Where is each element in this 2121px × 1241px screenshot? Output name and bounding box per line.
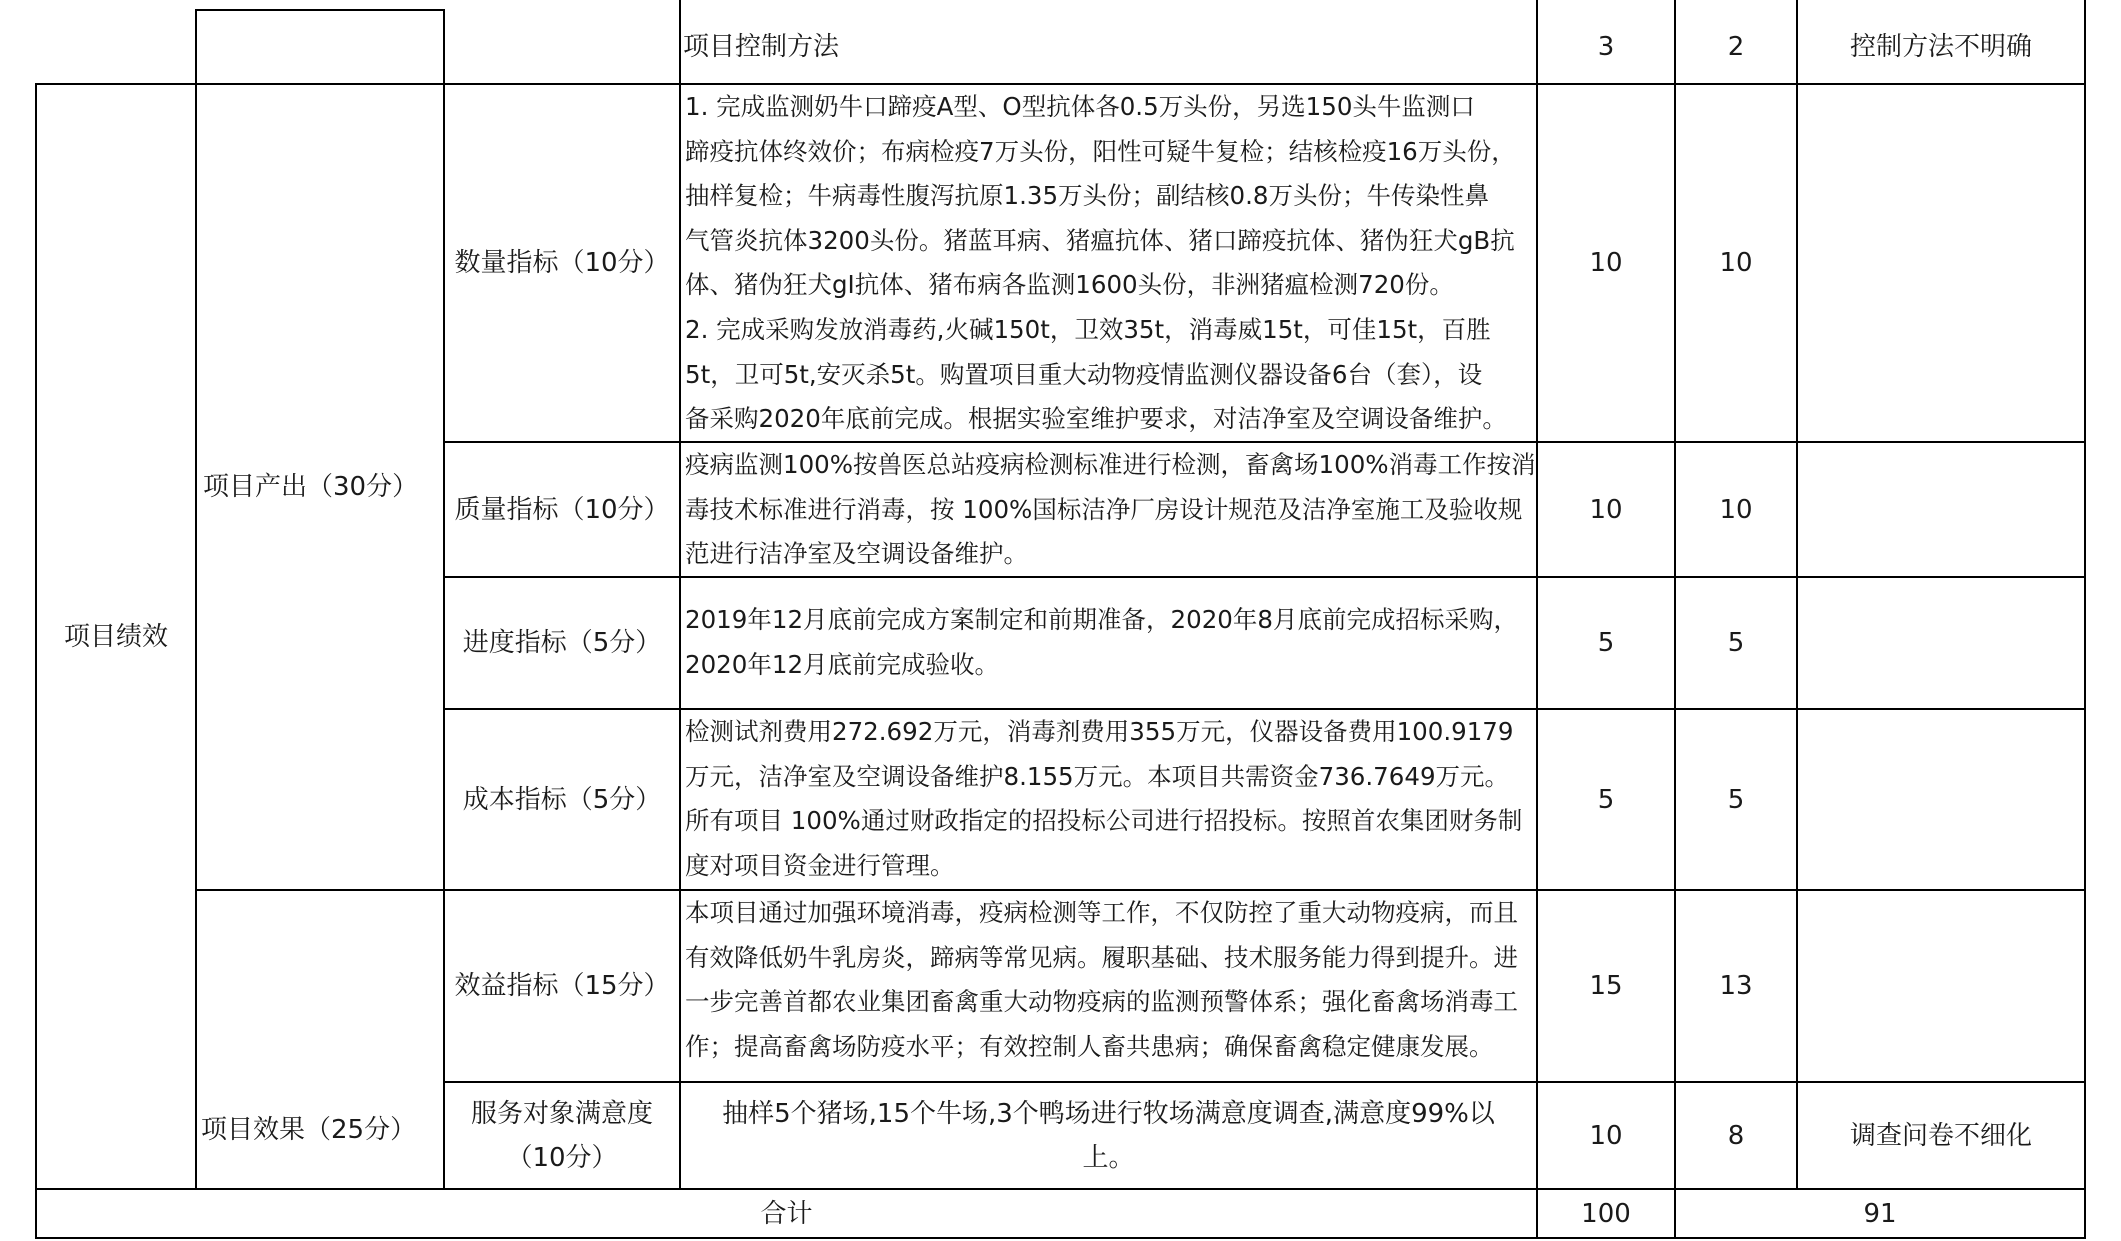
benefit-line: 本项目通过加强环境消毒，疫病检测等工作，不仅防控了重大动物疫病，而且 (685, 898, 1518, 927)
satisfaction-indicator-line2: （10分） (506, 1142, 618, 1173)
satisfaction-remark-text: 调查问卷不细化 (1849, 1120, 2032, 1151)
quantity-line: 2. 完成采购发放消毒药,火碱150t，卫效35t，消毒威15t，可佳15t，百胜 (685, 314, 1491, 344)
satisfaction-score-full (1538, 1083, 1674, 1188)
progress-score-got-text: 5 (1727, 628, 1745, 658)
progress-line: 2020年12月底前完成验收。 (685, 649, 1000, 679)
total-score-full (1538, 1190, 1674, 1237)
quantity-line: 备采购2020年底前完成。根据实验室维护要求，对洁净室及空调设备维护。 (685, 404, 1507, 434)
quality-line: 毒技术标准进行消毒，按 100%国标洁净厂房设计规范及洁净室施工及验收规 (685, 494, 1523, 524)
quantity-line: 1. 完成监测奶牛口蹄疫A型、O型抗体各0.5万头份，另选150头牛监测口 (685, 92, 1475, 121)
benefit-score-got (1676, 891, 1796, 1081)
quality-line: 疫病监测100%按兽医总站疫病检测标准进行检测，畜禽场100%消毒工作按消 (685, 450, 1536, 479)
quantity-content (681, 85, 1536, 441)
cost-score-full (1538, 710, 1674, 889)
benefit-indicator (445, 891, 679, 1081)
progress-score-full (1538, 578, 1674, 708)
quantity-line: 5t，卫可5t,安灭杀5t。购置项目重大动物疫情监测仪器设备6台（套），设 (685, 359, 1483, 389)
line-top (195, 9, 444, 11)
benefit-score-got-text: 13 (1719, 971, 1753, 1001)
benefit-score-full-text: 15 (1589, 971, 1623, 1001)
progress-content (681, 578, 1536, 708)
quantity-line: 体、猪伪狂犬gI抗体、猪布病各监测1600头份，非洲猪瘟检测720份。 (685, 270, 1454, 300)
quality-content (681, 443, 1536, 576)
cost-line: 度对项目资金进行管理。 (685, 850, 955, 880)
satisfaction-content (681, 1083, 1536, 1188)
line-table-bottom (35, 1237, 2086, 1239)
line-col6 (1796, 0, 1798, 1189)
quantity-score-got-text: 10 (1719, 248, 1753, 278)
quantity-indicator-text: 数量指标（10分） (454, 248, 670, 278)
cost-line: 万元，洁净室及空调设备维护8.155万元。本项目共需资金736.7649万元。 (685, 761, 1510, 791)
cost-score-got-text: 5 (1727, 784, 1745, 815)
total-score-got-text: 91 (1863, 1198, 1897, 1229)
benefit-line: 有效降低奶牛乳房炎，蹄病等常见病。履职基础、技术服务能力得到提升。进 (685, 942, 1518, 972)
quality-score-got (1676, 443, 1796, 576)
progress-score-full-text: 5 (1597, 628, 1615, 658)
control-score-got-text: 2 (1727, 31, 1745, 62)
benefit-line: 作；提高畜禽场防疫水平；有效控制人畜共患病；确保畜禽稳定健康发展。 (685, 1031, 1494, 1061)
benefit-score-full (1538, 891, 1674, 1081)
control-remark-text: 控制方法不明确 (1849, 31, 2032, 62)
control-remark (1798, 10, 2084, 83)
satisfaction-remark (1798, 1083, 2084, 1188)
line-col1 (195, 9, 197, 1189)
quantity-score-full (1538, 85, 1674, 441)
quality-score-full (1538, 443, 1674, 576)
cost-content (681, 710, 1536, 889)
level1-label-text: 项目绩效 (63, 621, 168, 652)
satisfaction-score-full-text: 10 (1589, 1120, 1623, 1151)
satisfaction-score-got-text: 8 (1727, 1120, 1745, 1151)
quantity-content-lines (685, 85, 1516, 442)
cost-score-full-text: 5 (1597, 784, 1615, 815)
effect-label-text: 项目效果（25分） (201, 1114, 417, 1145)
quality-content-lines (685, 443, 1536, 577)
cost-indicator-text: 成本指标（5分） (462, 784, 662, 815)
satisfaction-line: 抽样5个猪场,15个牛场,3个鸭场进行牧场满意度调查,满意度99%以 (722, 1098, 1495, 1129)
cost-indicator (445, 710, 679, 889)
control-score-got (1676, 10, 1796, 83)
satisfaction-score-got (1676, 1083, 1796, 1188)
quantity-line: 抽样复检；牛病毒性腹泻抗原1.35万头份；副结核0.8万头份；牛传染性鼻 (685, 181, 1490, 211)
cost-content-lines (685, 710, 1522, 888)
progress-indicator-text: 进度指标（5分） (462, 628, 662, 658)
quantity-score-full-text: 10 (1589, 248, 1623, 278)
quantity-indicator (445, 85, 679, 441)
quality-score-got-text: 10 (1719, 494, 1753, 525)
control-score-full-text: 3 (1597, 31, 1615, 62)
progress-content-lines (685, 598, 1518, 687)
progress-line: 2019年12月底前完成方案制定和前期准备，2020年8月底前完成招标采购， (685, 605, 1518, 634)
quantity-line: 蹄疫抗体终效价；布病检疫7万头份，阳性可疑牛复检；结核检疫16万头份， (685, 136, 1516, 166)
total-label-text: 合计 (760, 1198, 813, 1229)
total-score-full-text: 100 (1581, 1198, 1631, 1229)
progress-score-got (1676, 578, 1796, 708)
level1-label (37, 85, 195, 1188)
total-score-got (1676, 1190, 2084, 1237)
control-content (683, 10, 1533, 83)
satisfaction-line: 上。 (1082, 1142, 1135, 1173)
effect-label (201, 891, 443, 1188)
control-content-text: 项目控制方法 (683, 31, 840, 62)
benefit-content (681, 891, 1536, 1081)
cost-score-got (1676, 710, 1796, 889)
cost-line: 所有项目 100%通过财政指定的招投标公司进行招投标。按照首农集团财务制 (685, 806, 1523, 836)
output-label-text: 项目产出（30分） (203, 472, 419, 502)
cost-line: 检测试剂费用272.692万元，消毒剂费用355万元，仪器设备费用100.9179 (685, 717, 1514, 746)
quality-indicator-text: 质量指标（10分） (454, 494, 670, 525)
quantity-line: 气管炎抗体3200头份。猪蓝耳病、猪瘟抗体、猪口蹄疫抗体、猪伪狂犬gB抗 (685, 225, 1515, 255)
total-label (37, 1190, 1536, 1237)
quality-indicator (445, 443, 679, 576)
quantity-score-got (1676, 85, 1796, 441)
progress-indicator (445, 578, 679, 708)
output-label (203, 85, 443, 889)
satisfaction-indicator (445, 1083, 679, 1188)
benefit-indicator-text: 效益指标（15分） (454, 971, 670, 1001)
line-right-edge (2084, 0, 2086, 1239)
control-score-full (1538, 10, 1674, 83)
benefit-content-lines (685, 891, 1518, 1069)
quality-line: 范进行洁净室及空调设备维护。 (685, 539, 1028, 569)
benefit-line: 一步完善首都农业集团畜禽重大动物疫病的监测预警体系；强化畜禽场消毒工 (685, 987, 1518, 1017)
quality-score-full-text: 10 (1589, 494, 1623, 525)
satisfaction-indicator-line1: 服务对象满意度 (470, 1098, 653, 1129)
